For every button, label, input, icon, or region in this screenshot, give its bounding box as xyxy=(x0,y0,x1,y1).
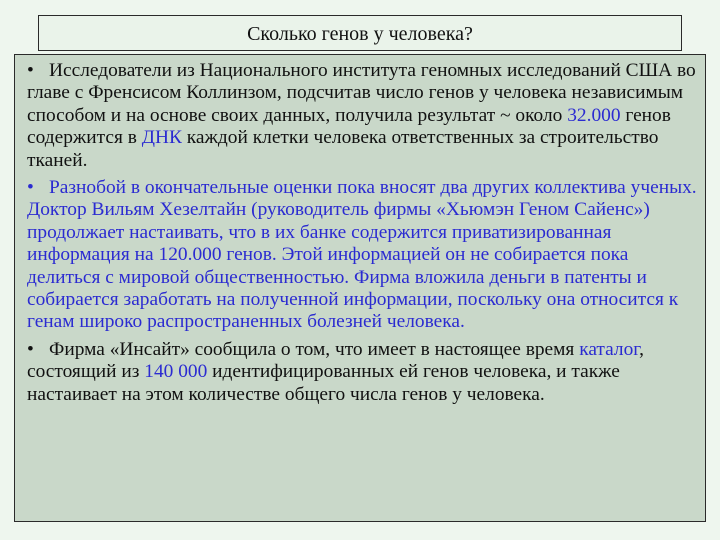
bullet-3-highlight-catalog: каталог xyxy=(579,338,640,360)
bullet-item-3 xyxy=(27,339,697,406)
bullet-item-2 xyxy=(27,177,697,334)
slide-title-box xyxy=(38,15,682,51)
bullet-marker-3: • xyxy=(27,338,34,360)
bullet-1-highlight-dna: ДНК xyxy=(141,127,182,149)
bullet-1-text-a: Исследователи из Национального института геномных исследований США во главе с Френсисом Коллинзом, подсчитав число генов у человека независимым способом и на основе своих данных, получила результат ~ около xyxy=(27,60,696,126)
bullet-marker-2: • xyxy=(27,177,34,199)
bullet-3-text-a: Фирма «Инсайт» сообщила о том, что имеет в настоящее время xyxy=(49,338,580,360)
bullet-1-text-b: генов содержится в xyxy=(27,104,671,149)
slide-title: Сколько генов у человека? xyxy=(247,23,473,45)
bullet-3-highlight-count: 140 000 xyxy=(144,361,208,383)
bullet-1-highlight-count: 32.000 xyxy=(567,104,621,126)
bullet-3-text-b: , состоящий из xyxy=(27,338,644,383)
bullet-3-text-c: идентифицированных ей генов человека, и также настаивает на этом количестве общего числа генов у человека. xyxy=(27,361,620,405)
bullet-2-text: Разнобой в окончательные оценки пока вносят два других коллектива ученых. Доктор Вильям Хезелтайн (руководитель фирмы «Хьюмэн Геном Сайенс») продолжает настаивать, что в их банке содержится приватизированная информация на 120.000 генов. Этой информацией он не собирается пока делиться с мировой общественностью. Фирма вложила деньги в патенты и собирается заработать на полученной информации, поскольку она относится к генам широко распространенных болезней человека. xyxy=(27,177,697,333)
bullet-marker-1: • xyxy=(27,60,34,81)
slide-content-box xyxy=(14,54,706,522)
bullet-1-text-c: каждой клетки человека ответственных за строительство тканей. xyxy=(27,127,659,171)
bullet-item-1 xyxy=(27,60,697,172)
